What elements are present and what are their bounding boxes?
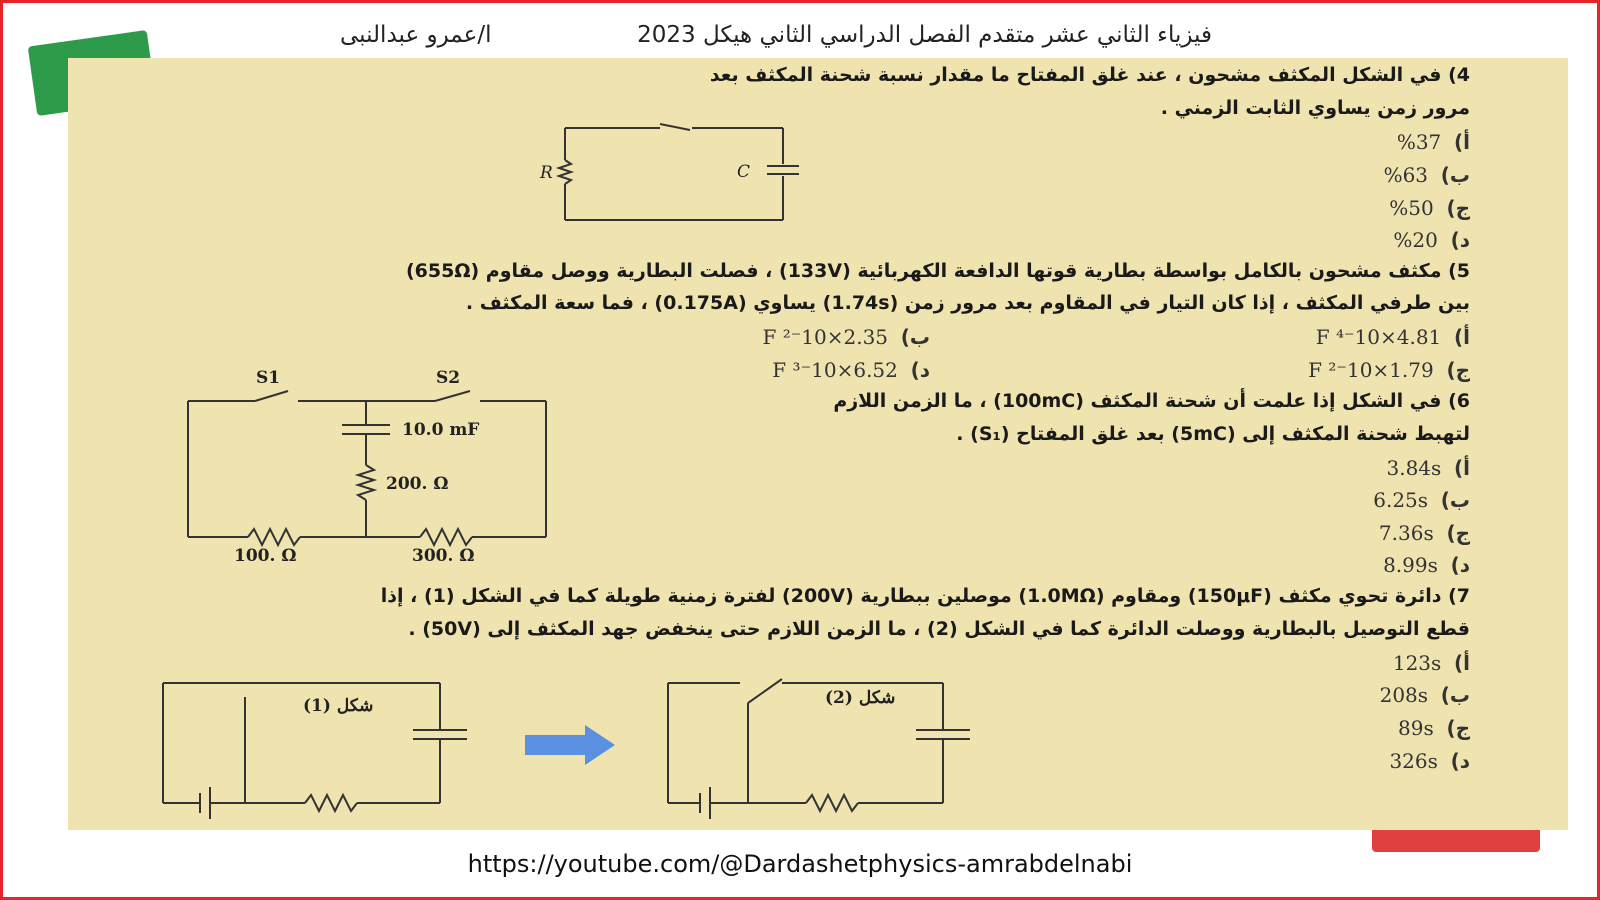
option-value: 326s	[1389, 749, 1438, 773]
option-letter: أ)	[1454, 130, 1470, 154]
q7-figure-2-circuit	[660, 675, 980, 820]
q4-line2: مرور زمن يساوي الثابت الزمني .	[1160, 97, 1470, 119]
resistor-right-label: 300. Ω	[412, 546, 475, 566]
q7-line2: قطع التوصيل بالبطارية ووصلت الدائرة كما في الشكل (2) ، ما الزمن اللازم حتى ينخفض جهد المكثف إلى (50V) .	[408, 618, 1470, 640]
option-value: 50%	[1389, 196, 1434, 220]
q6-option-c	[1379, 521, 1470, 545]
option-value: 4.81×10⁻⁴ F	[1315, 325, 1442, 349]
arrow-icon	[525, 725, 620, 765]
q7-line1: 7) دائرة تحوي مكثف (150μF) ومقاوم (1.0MΩ) موصلين ببطارية (200V) لفترة زمنية طويلة كما في الشكل (1) ، إذا	[380, 585, 1470, 607]
q6-option-a	[1386, 456, 1470, 480]
option-letter: ب)	[1440, 163, 1470, 187]
resistor-left-label: 100. Ω	[234, 546, 297, 566]
option-value: 208s	[1379, 683, 1429, 707]
figure-2-label: شكل (2)	[825, 688, 896, 708]
q7-option-d	[1389, 749, 1470, 773]
q4-option-d	[1393, 228, 1470, 252]
option-letter: ب)	[1440, 488, 1470, 512]
option-letter: ج)	[1446, 196, 1470, 220]
q7-option-b	[1380, 683, 1470, 707]
youtube-channel-link[interactable]: https://youtube.com/@Dardashetphysics-amrabdelnabi	[467, 850, 1133, 878]
q5-line1: 5) مكثف مشحون بالكامل بواسطة بطارية قوتها الدافعة الكهربائية (133V) ، فصلت البطارية ووصل مقاوم (655Ω)	[405, 260, 1470, 282]
q5-option-c	[1308, 358, 1470, 382]
header-author: ا/عمرو عبدالنبى	[340, 22, 492, 48]
q6-line1: 6) في الشكل إذا علمت أن شحنة المكثف (100mC) ، ما الزمن اللازم	[833, 390, 1470, 412]
option-value: 6.52×10⁻³ F	[772, 358, 898, 382]
option-value: 89s	[1398, 716, 1434, 740]
option-letter: ب)	[900, 325, 930, 349]
option-letter: ج)	[1446, 358, 1470, 382]
option-value: 6.25s	[1373, 488, 1429, 512]
option-value: 1.79×10⁻² F	[1308, 358, 1434, 382]
option-letter: ج)	[1446, 521, 1470, 545]
q4-option-a	[1397, 130, 1470, 154]
option-letter: د)	[910, 358, 930, 382]
q4-rc-circuit-diagram	[540, 120, 810, 230]
resistor-middle-label: 200. Ω	[386, 474, 449, 494]
option-value: 123s	[1392, 651, 1442, 675]
q4-option-b	[1384, 163, 1470, 187]
switch-s1-label: S1	[256, 368, 281, 388]
q7-figure-1-circuit	[155, 675, 475, 820]
q6-option-b	[1373, 488, 1470, 512]
option-letter: د)	[1450, 749, 1470, 773]
option-value: 20%	[1393, 228, 1438, 252]
switch-s2-label: S2	[436, 368, 461, 388]
option-value: 2.35×10⁻² F	[762, 325, 889, 349]
option-value: 8.99s	[1383, 553, 1438, 577]
option-value: 63%	[1383, 163, 1429, 187]
q5-option-b	[762, 325, 930, 349]
header-title: فيزياء الثاني عشر متقدم الفصل الدراسي الثاني هيكل 2023	[637, 22, 1212, 48]
q5-option-a	[1316, 325, 1470, 349]
q4-option-c	[1389, 196, 1470, 220]
option-value: 3.84s	[1386, 456, 1442, 480]
option-letter: أ)	[1454, 325, 1470, 349]
option-letter: ب)	[1440, 683, 1470, 707]
option-letter: د)	[1450, 553, 1470, 577]
q5-option-d	[772, 358, 930, 382]
option-letter: أ)	[1454, 456, 1470, 480]
q4-line1: 4) في الشكل المكثف مشحون ، عند غلق المفتاح ما مقدار نسبة شحنة المكثف بعد	[709, 64, 1470, 86]
option-value: 37%	[1396, 130, 1442, 154]
option-letter: ج)	[1446, 716, 1470, 740]
q5-line2: بين طرفي المكثف ، إذا كان التيار في المقاوم بعد مرور زمن (1.74s) يساوي (0.175A) ، فما سعة المكثف .	[465, 292, 1470, 314]
option-value: 7.36s	[1378, 521, 1434, 545]
capacitor-value-label: 10.0 mF	[402, 420, 480, 440]
option-letter: د)	[1450, 228, 1470, 252]
option-letter: أ)	[1454, 651, 1470, 675]
q7-option-c	[1398, 716, 1470, 740]
resistor-label: R	[540, 163, 553, 183]
q7-option-a	[1393, 651, 1470, 675]
q6-line2: لتهبط شحنة المكثف إلى (5mC) بعد غلق المفتاح (S₁) .	[956, 423, 1470, 445]
figure-1-label: شكل (1)	[303, 696, 374, 716]
q6-circuit-diagram	[180, 365, 565, 575]
capacitor-label: C	[737, 162, 751, 182]
q6-option-d	[1383, 553, 1470, 577]
